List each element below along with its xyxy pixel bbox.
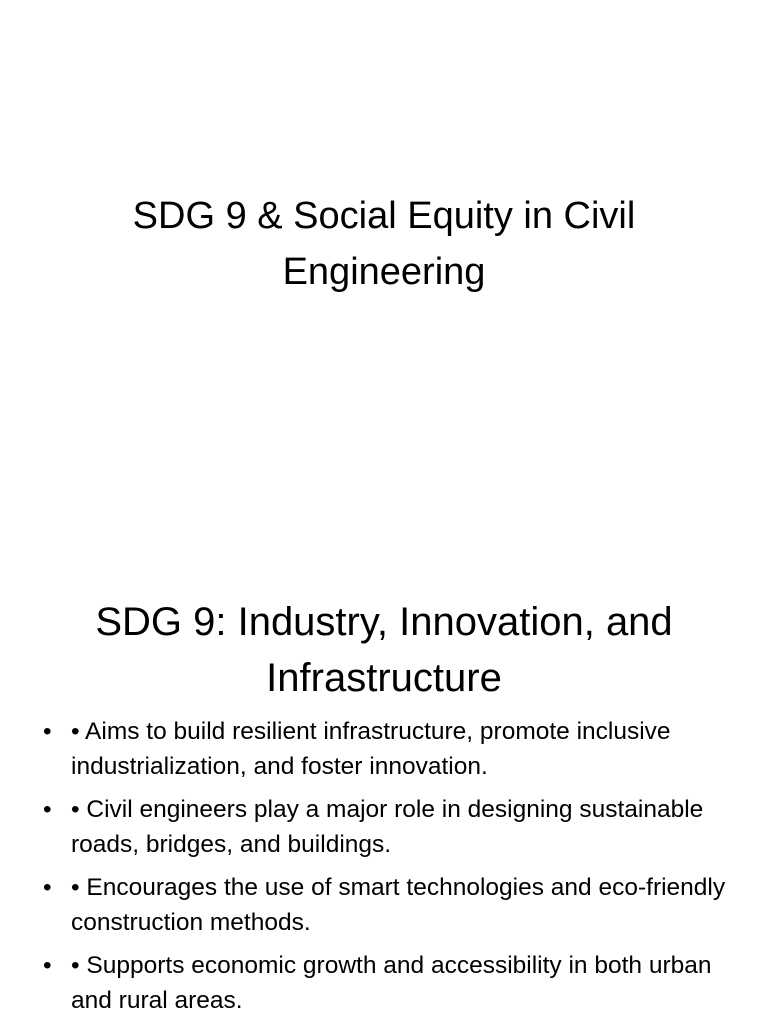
bullet-text: • Encourages the use of smart technologies and eco-friendly construction methods.	[71, 874, 726, 936]
bullet-item	[40, 948, 730, 1018]
bullet-marker: •	[43, 718, 52, 745]
bullet-marker: •	[43, 796, 52, 823]
bullet-item	[40, 714, 730, 784]
bullet-text: • Aims to build resilient infrastructure, promote inclusive industrialization, and foster innovation.	[71, 718, 671, 780]
slide-sdg9	[0, 576, 768, 1024]
bullet-text: • Civil engineers play a major role in designing sustainable roads, bridges, and buildings.	[71, 796, 704, 858]
bullet-item	[40, 870, 730, 940]
slide-title-heading: SDG 9 & Social Equity in Civil Engineering	[132, 195, 636, 293]
bullet-list	[40, 714, 730, 1026]
bullet-marker: •	[43, 952, 52, 979]
bullet-text: • Supports economic growth and accessibility in both urban and rural areas.	[71, 952, 712, 1014]
bullet-item	[40, 792, 730, 862]
slide-heading: SDG 9: Industry, Innovation, and Infrastructure	[95, 600, 673, 700]
bullet-marker: •	[43, 874, 52, 901]
